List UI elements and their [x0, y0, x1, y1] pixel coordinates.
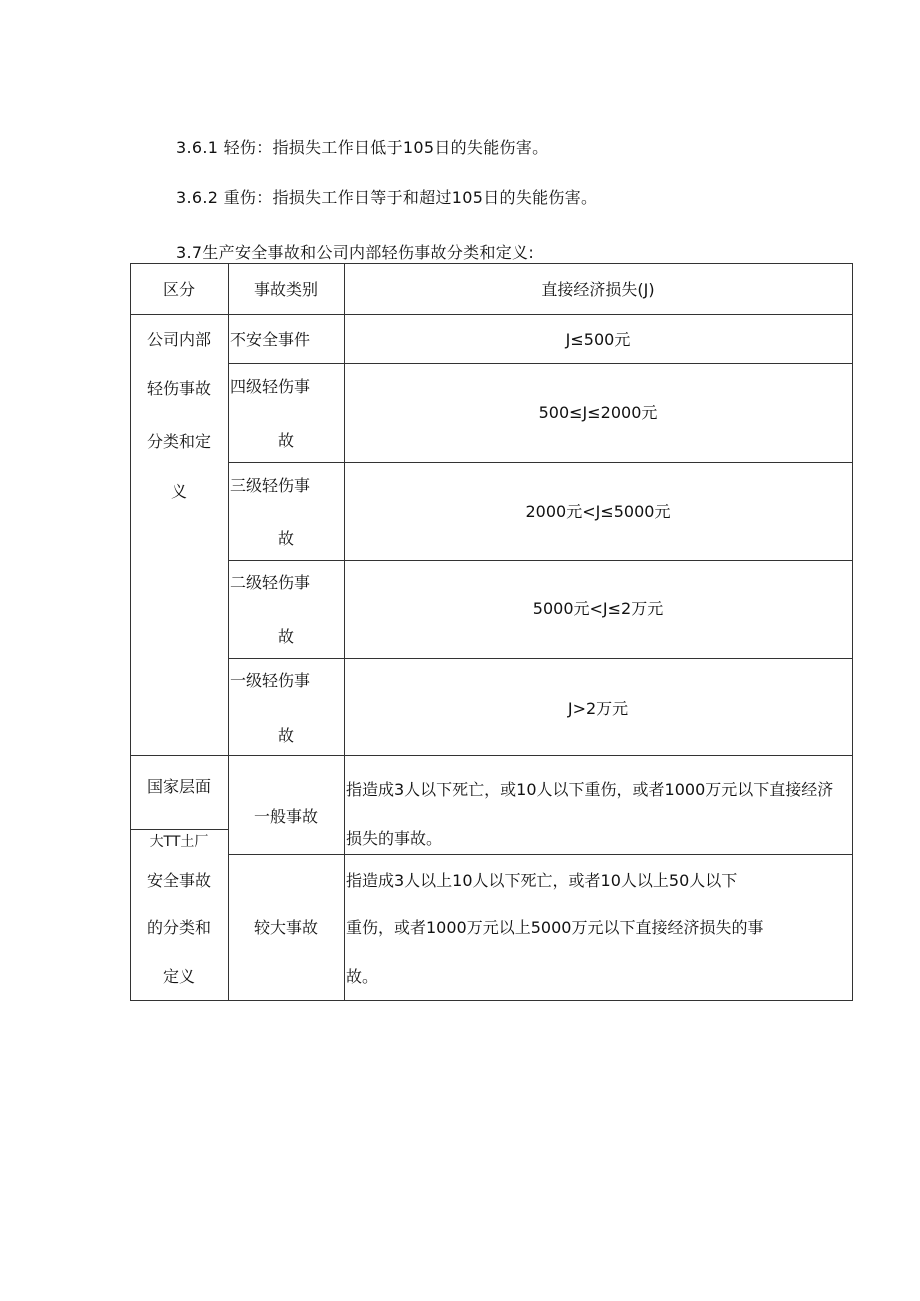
label-divider	[130, 829, 228, 830]
column-divider	[344, 263, 345, 1001]
accident-type-cell: 三级轻伤事	[230, 476, 311, 495]
loss-cell: 2000元<J≤5000元	[525, 502, 671, 521]
paragraph-3-6-1: 3.6.1 轻伤：指损失工作日低于105日的失能伤害。	[176, 138, 549, 157]
loss-cell: J>2万元	[567, 699, 629, 718]
table-border-left	[130, 263, 131, 1001]
accident-type-cell: 二级轻伤事	[230, 573, 311, 592]
accident-type-cell: 故	[277, 627, 294, 646]
accident-type-cell: 四级轻伤事	[230, 377, 311, 396]
row-divider	[228, 658, 852, 659]
accident-type-cell: 故	[277, 726, 294, 745]
table-border-right	[852, 263, 853, 1001]
accident-type-cell: 一般事故	[253, 807, 318, 826]
loss-cell: J≤500元	[565, 330, 631, 349]
group1-label: 分类和定	[146, 432, 211, 451]
table-border-top	[130, 263, 852, 264]
accident-type-cell: 一级轻伤事	[230, 671, 311, 690]
description-cell: 指造成3人以上10人以下死亡，或者10人以上50人以下	[346, 871, 738, 890]
row-divider	[228, 363, 852, 364]
group1-label: 轻伤事故	[146, 379, 211, 398]
paragraph-3-7: 3.7生产安全事故和公司内部轻伤事故分类和定义:	[176, 243, 535, 262]
accident-type-cell: 不安全事件	[230, 330, 311, 349]
header-category: 区分	[162, 280, 195, 299]
row-divider	[228, 462, 852, 463]
loss-cell: 5000元<J≤2万元	[532, 599, 664, 618]
table-border-bottom	[130, 1000, 852, 1001]
group2-label-mid: 大TT土厂	[149, 834, 209, 850]
group2-label: 定义	[162, 967, 195, 986]
group1-label: 义	[170, 482, 187, 501]
group2-label: 安全事故	[146, 871, 211, 890]
header-divider	[130, 314, 852, 315]
description-cell: 故。	[346, 967, 379, 986]
group-divider	[130, 755, 852, 756]
paragraph-3-6-2: 3.6.2 重伤：指损失工作日等于和超过105日的失能伤害。	[176, 188, 598, 207]
group1-label: 公司内部	[146, 330, 211, 349]
row-divider	[228, 854, 852, 855]
accident-type-cell: 故	[277, 529, 294, 548]
loss-cell: 500≤J≤2000元	[538, 403, 658, 422]
header-direct-loss: 直接经济损失(J)	[541, 280, 655, 299]
header-accident-type: 事故类别	[253, 280, 318, 299]
description-cell: 重伤，或者1000万元以上5000万元以下直接经济损失的事	[346, 918, 764, 937]
group2-label: 的分类和	[146, 918, 211, 937]
row-divider	[228, 560, 852, 561]
group2-label-top: 国家层面	[146, 777, 211, 796]
accident-type-cell: 较大事故	[253, 918, 318, 937]
description-cell: 指造成3人以下死亡，或10人以下重伤，或者1000万元以下直接经济	[346, 780, 834, 799]
description-cell: 损失的事故。	[346, 829, 443, 848]
accident-type-cell: 故	[277, 431, 294, 450]
